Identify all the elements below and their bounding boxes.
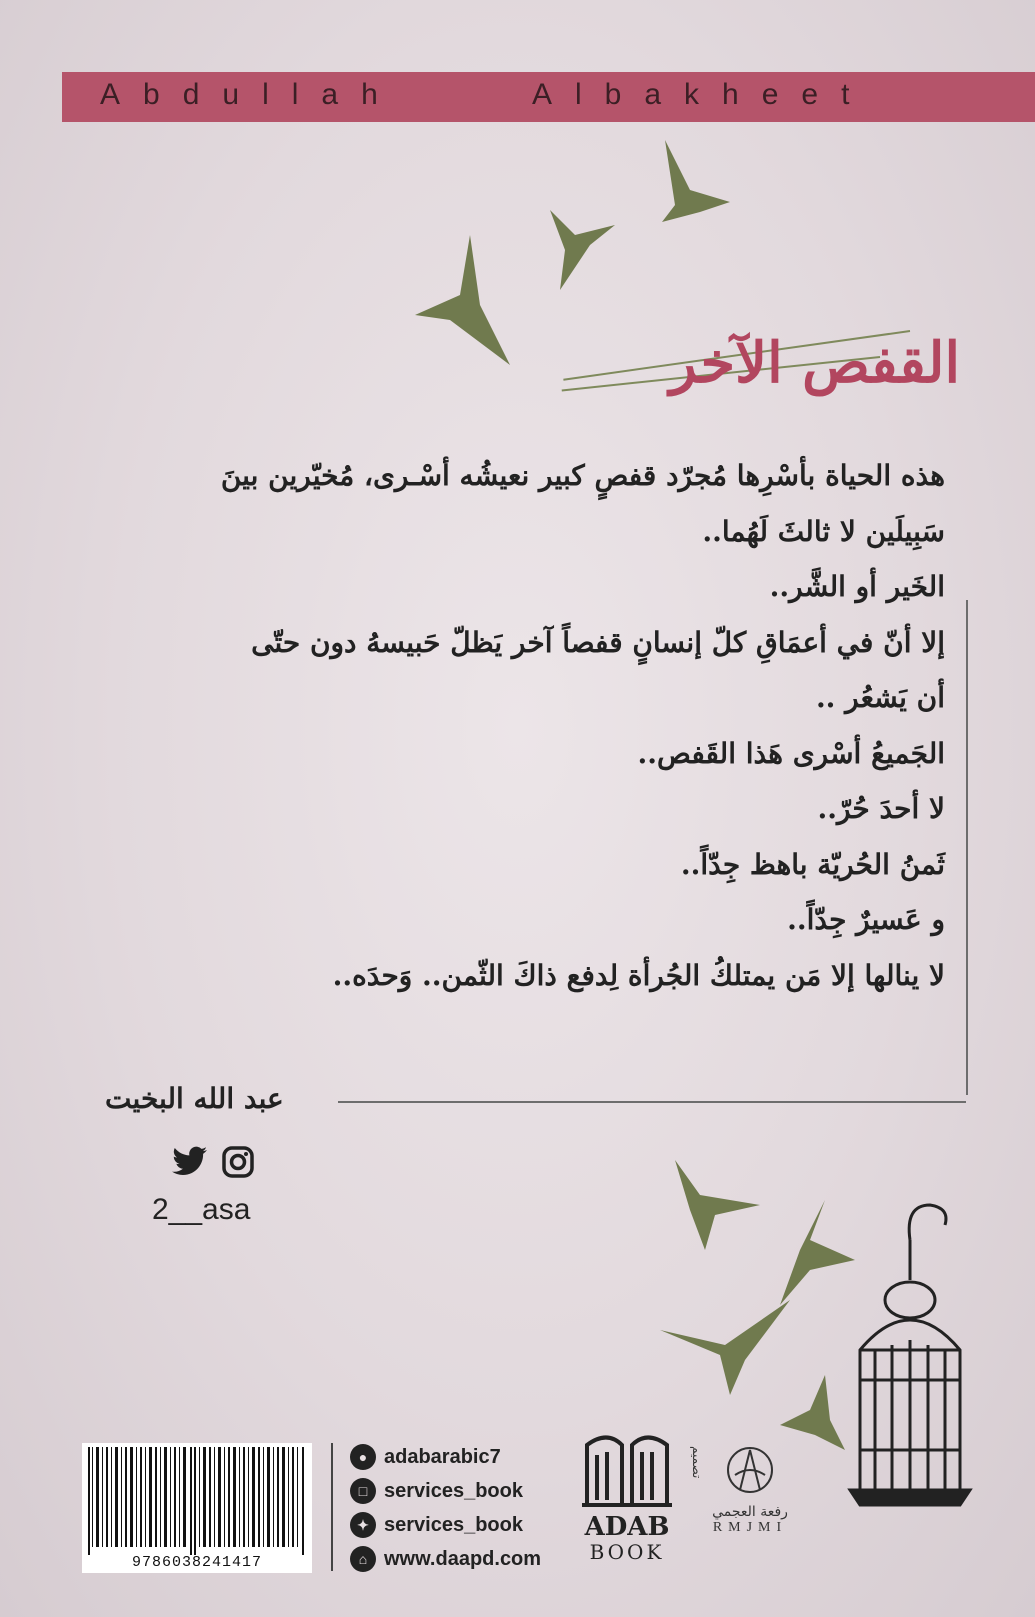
- blurb-text: [110, 448, 945, 1003]
- bird-icon: [550, 210, 615, 290]
- instagram-icon: □: [350, 1478, 376, 1504]
- bird-icon: [415, 235, 510, 365]
- designer-tag: تصميم: [690, 1446, 704, 1479]
- bird-icon: [675, 1160, 760, 1250]
- blurb-vertical-rule: [966, 600, 968, 1095]
- footer-divider: [331, 1443, 333, 1571]
- twitter-icon[interactable]: [172, 1146, 208, 1176]
- blurb-line: سَبِيلَين لا ثالثَ لَهُما..: [702, 514, 945, 548]
- blurb-line: إلا أنّ في أعمَاقِ كلّ إنسانٍ قفصاً آخر يَظلّ حَبيسهُ دون حتّى: [251, 625, 945, 659]
- publisher-logo: [572, 1430, 682, 1564]
- cage-hook: [909, 1205, 946, 1240]
- contact-text: www.daapd.com: [384, 1547, 542, 1570]
- blurb-line: الجَميعُ أسْرى هَذا القَفص..: [637, 736, 945, 770]
- publisher-sub: BOOK: [589, 1540, 665, 1564]
- author-name-latin: Abdullah: [100, 78, 401, 111]
- contact-instagram[interactable]: [350, 1474, 541, 1508]
- blurb-line: أن يَشعُر ..: [815, 681, 945, 714]
- signature-line: [338, 1101, 966, 1103]
- contact-snapchat[interactable]: [350, 1440, 541, 1474]
- bird-icon: [780, 1375, 845, 1450]
- author-signature: عبد الله البخيت: [105, 1082, 284, 1115]
- blurb-line: ثَمنُ الحُريّة باهظ جِدّاً..: [680, 847, 945, 881]
- snapchat-icon: ●: [350, 1444, 376, 1470]
- isbn-number: 9786038241417: [131, 1554, 263, 1571]
- blurb-line: و عَسيرٌ جِدّاً..: [787, 903, 945, 936]
- contact-text: adabarabic7: [384, 1445, 501, 1468]
- barcode: [82, 1443, 312, 1573]
- barcode-bars: [82, 1447, 312, 1555]
- designer-latin: RMJMI: [712, 1520, 788, 1535]
- home-icon: ⌂: [350, 1546, 376, 1572]
- designer-name: رفعة العجمي: [712, 1504, 788, 1520]
- bird-icon: [660, 1300, 790, 1395]
- instagram-icon[interactable]: [222, 1146, 254, 1178]
- contact-website[interactable]: [350, 1542, 541, 1576]
- contact-text: services_book: [384, 1479, 523, 1502]
- publisher-name: ADAB: [584, 1512, 670, 1542]
- designer-credit: [690, 1440, 800, 1536]
- blurb-line: لا أحدَ حُرّ..: [817, 792, 945, 825]
- blurb-line: الخَير أو الشَّر..: [769, 570, 945, 603]
- blurb-line: هذه الحياة بأسْرِها مُجرّد قفصٍ كبير نعيشُه أسْـرى، مُخيّرين بينَ: [220, 459, 945, 492]
- book-title: القفص الآخر: [669, 330, 960, 396]
- bird-icon: [780, 1200, 855, 1305]
- author-social-icons: [172, 1146, 254, 1178]
- blurb-line: لا ينالها إلا مَن يمتلكُ الجُرأة لِدفع ذاكَ الثّمن.. وَحدَه..: [332, 958, 945, 992]
- books-logo-icon: [577, 1430, 677, 1510]
- author-name-band: [62, 72, 1035, 122]
- twitter-icon: ✦: [350, 1512, 376, 1538]
- author-social-handle[interactable]: 2__asa: [152, 1193, 251, 1226]
- designer-logo-icon: [715, 1440, 785, 1500]
- contact-text: services_book: [384, 1513, 523, 1536]
- publisher-contacts: [350, 1440, 541, 1576]
- contact-twitter[interactable]: [350, 1508, 541, 1542]
- bird-icon: [662, 140, 730, 222]
- author-name-latin-last: Albakheet: [532, 78, 873, 111]
